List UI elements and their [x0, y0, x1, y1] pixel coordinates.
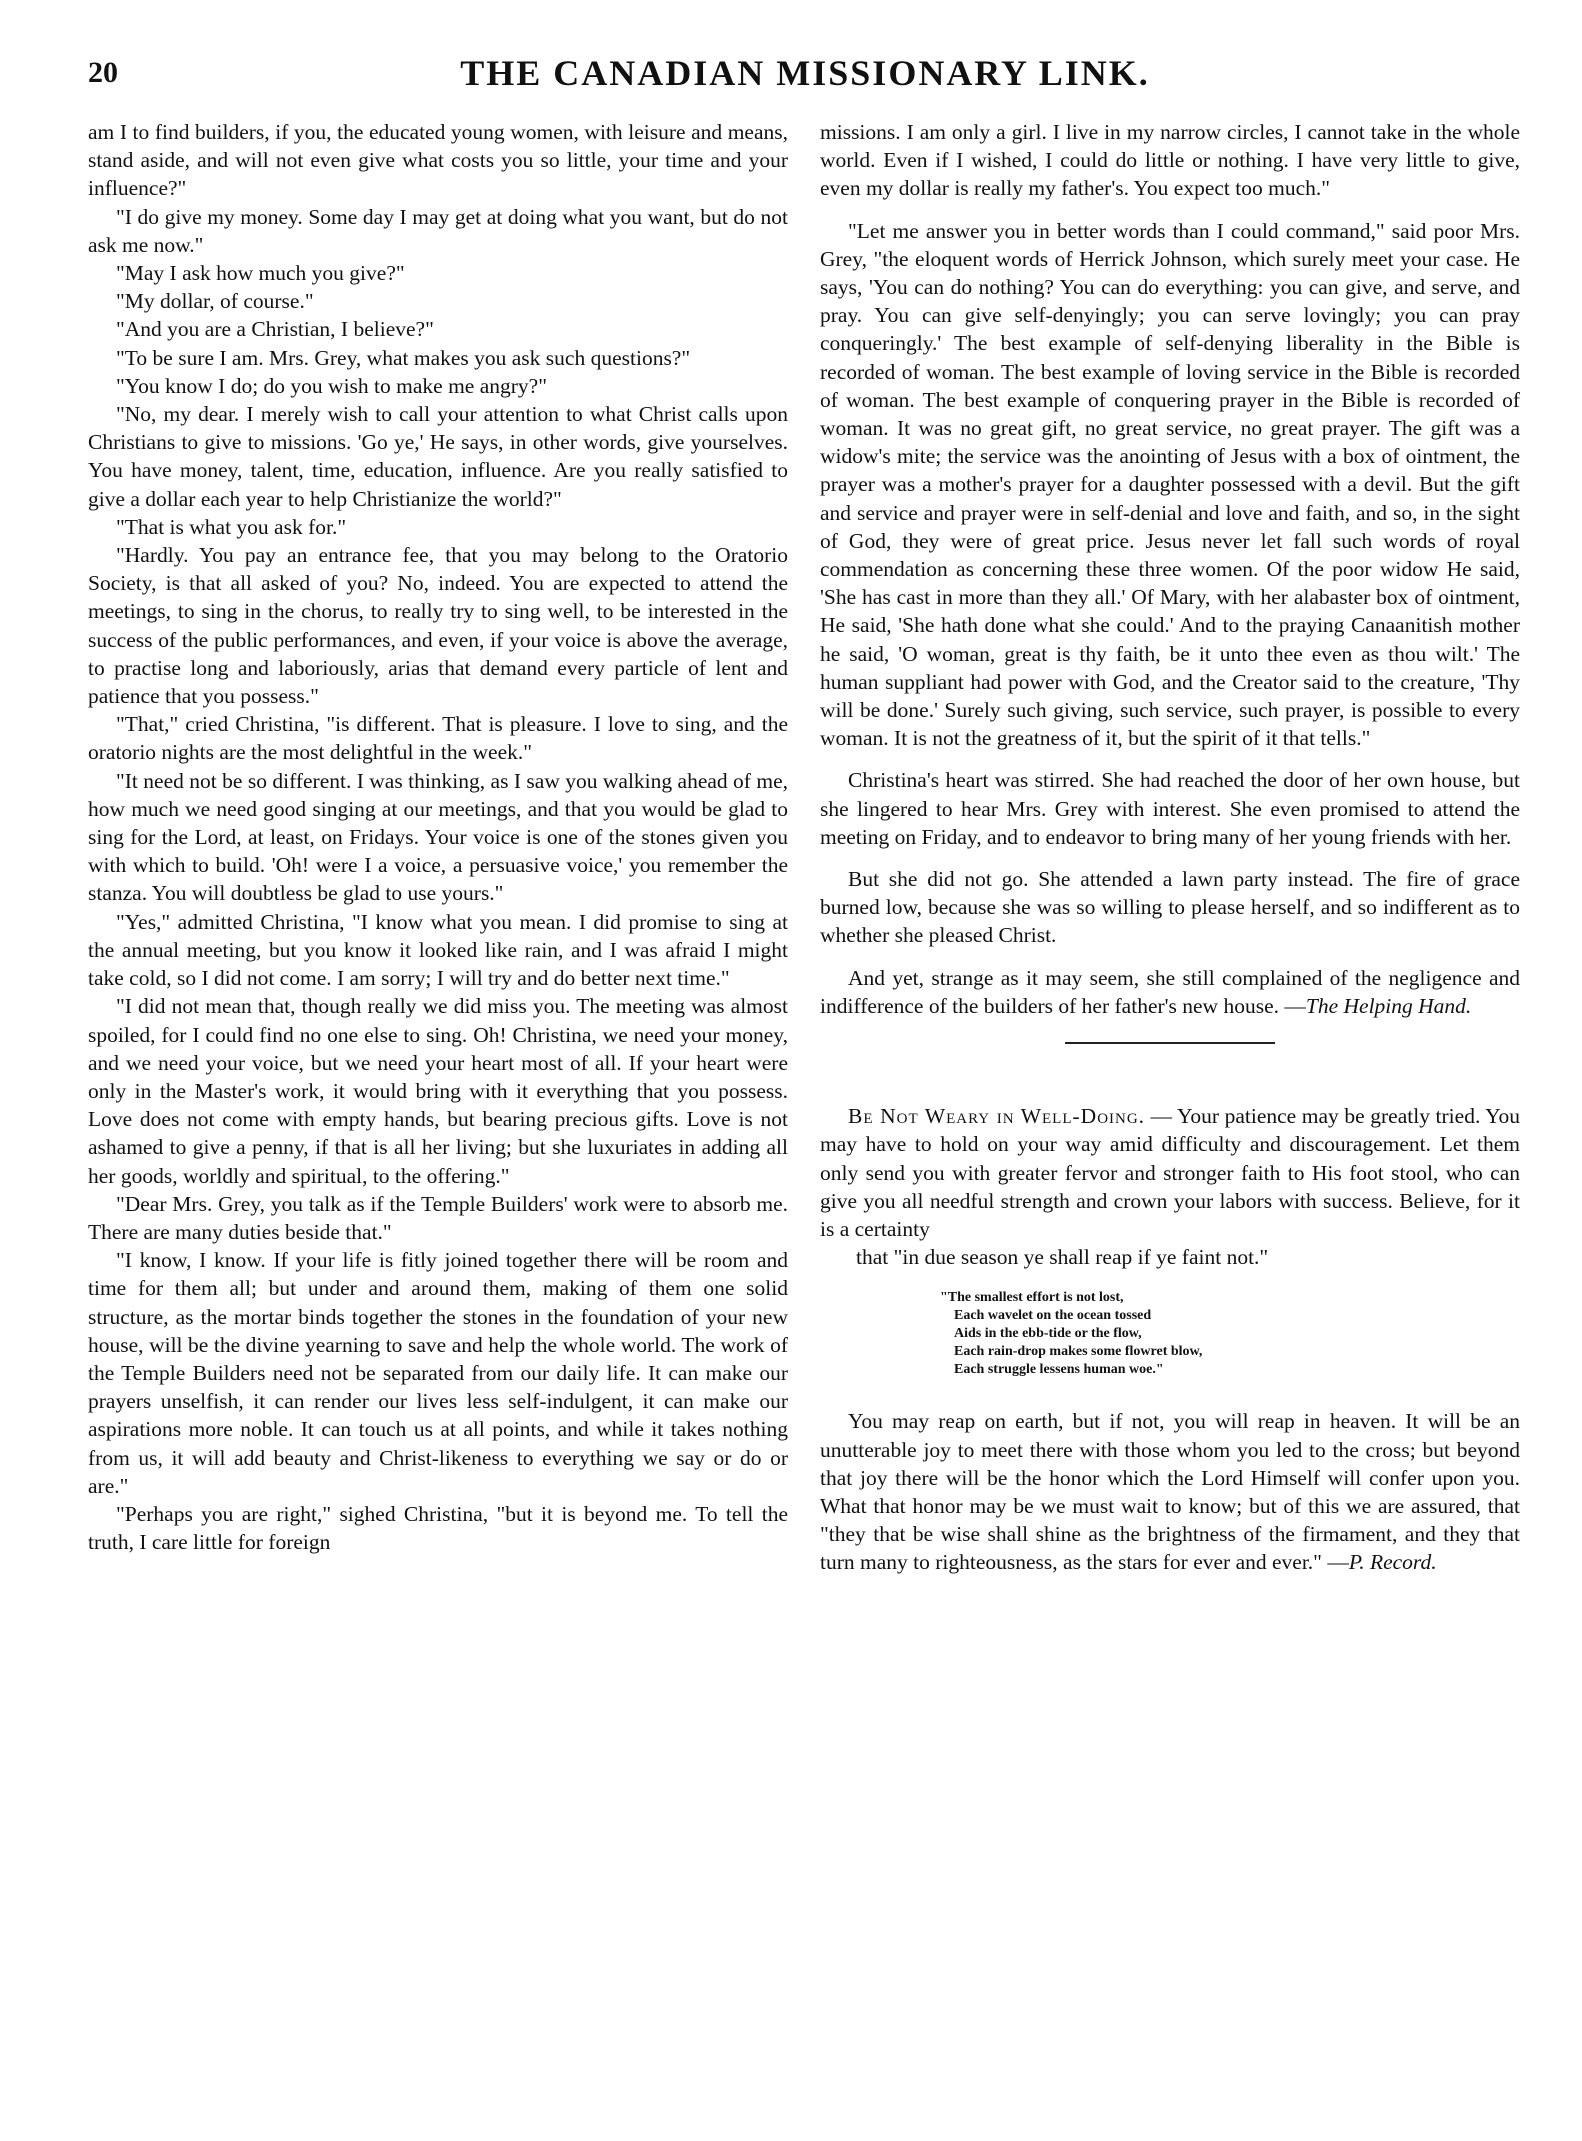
- paragraph: am I to find builders, if you, the educated young women, with leisure and means, stand aside, and will not even give what costs you so little, your time and your influence?": [88, 120, 788, 201]
- poem-line: Aids in the ebb-tide or the flow,: [954, 1326, 1142, 1342]
- paragraph: But she did not go. She attended a lawn party instead. The fire of grace burned low, because she was so willing to please herself, and so indifferent as to whether she pleased Christ.: [820, 867, 1520, 948]
- paragraph: Christina's heart was stirred. She had reached the door of her own house, but she lingered to hear Mrs. Grey with interest. She even promised to attend the meeting on Friday, and to endeavor to bring many of her young friends with her.: [820, 768, 1520, 849]
- closing-paragraph: And yet, strange as it may seem, she still complained of the negligence and indifference of the builders of her father's new house. —The Helping Hand.: [820, 965, 1520, 1018]
- paragraph: "To be sure I am. Mrs. Grey, what makes you ask such questions?": [116, 345, 691, 370]
- article-paragraph: Be Not Weary in Well-Doing. — Your patience may be greatly tried. You may have to hold on your way amid difficulty and discouragement. Let them only send you with greater fervor and stronger faith to His foot stool, who can give you all needful strength and crown your labors with success. Believe, for it is a certainty: [820, 1104, 1520, 1241]
- poem-line: Each rain-drop makes some flowret blow,: [954, 1344, 1203, 1360]
- left-column: [88, 118, 788, 1556]
- paragraph: "I do give my money. Some day I may get at doing what you want, but do not ask me now.": [88, 204, 788, 257]
- right-column: [820, 118, 1520, 1577]
- source-citation: The Helping Hand.: [1305, 993, 1472, 1018]
- article-heading: Be Not Weary in Well-Doing.: [848, 1104, 1146, 1129]
- article-paragraph: You may reap on earth, but if not, you will reap in heaven. It will be an unutterable joy to meet there with those whom you led to the cross; but beyond that joy there will be the honor which the Lord Himself will confer upon you. What that honor may be we must wait to know; but of this we are assured, that "they that be wise shall shine as the brightness of the firmament, and they that turn many to righteousness, as the stars for ever and ever." —P. Record.: [820, 1409, 1520, 1575]
- article-text: Your patience may be greatly tried. You may have to hold on your way amid difficulty and discouragement. Let them only send you with greater fervor and stronger faith to His foot stool, who can give you all needful strength and crown your labors with success. Believe, for it is a certainty: [820, 1104, 1520, 1241]
- paragraph: "My dollar, of course.": [116, 289, 314, 314]
- running-title: THE CANADIAN MISSIONARY LINK.: [460, 53, 1150, 93]
- paragraph: "Dear Mrs. Grey, you talk as if the Temple Builders' work were to absorb me. There are many duties beside that.": [88, 1191, 788, 1244]
- paragraph: "Let me answer you in better words than I could command," said poor Mrs. Grey, "the eloquent words of Herrick Johnson, which surely meet your case. He says, 'You can do nothing? You can do everything: you can give, and serve, and pray. You can give self-denyingly; you can serve lovingly; you can pray conqueringly.' The best example of self-denying liberality in the Bible is recorded of woman. The best example of loving service in the Bible is recorded of woman. The best example of conquering prayer in the Bible is recorded of woman. It was no great gift, no great service, no great prayer. The gift was a widow's mite; the service was the anointing of Jesus with a box of ointment, the prayer was a mother's prayer for a daughter possessed with a devil. But the gift and service and prayer were in self-denial and love and faith, and so, in the sight of God, they were of great price. Jesus never let fall such words of royal commendation as concerning these three women. Of the poor widow He said, 'She has cast in more than they all.' Of Mary, with her alabaster box of ointment, He said, 'She hath done what she could.' And to the praying Canaanitish mother he said, 'O woman, great is thy faith, be it unto thee even as thou wilt.' The human suppliant had power with God, and the Creator said to the creature, 'Thy will be done.' Surely such giving, such service, such prayer, is possible to every woman. It is not the greatness of it, but the spirit of it that tells.": [820, 218, 1520, 751]
- poem-line: "The smallest effort is not lost,: [940, 1290, 1124, 1306]
- poem-line: Each wavelet on the ocean tossed: [954, 1308, 1152, 1324]
- paragraph: "Perhaps you are right," sighed Christina, "but it is beyond me. To tell the truth, I care little for foreign: [88, 1501, 788, 1555]
- paragraph: "You know I do; do you wish to make me angry?": [116, 373, 547, 398]
- paragraph: "That," cried Christina, "is different. That is pleasure. I love to sing, and the oratorio nights are the most delightful in the week.": [88, 712, 788, 765]
- paragraph: missions. I am only a girl. I live in my narrow circles, I cannot take in the whole world. Even if I wished, I could do little or nothing. I have very little to give, even my dollar is really my father's. You expect too much.": [820, 120, 1520, 201]
- page-number: 20: [88, 56, 118, 89]
- paragraph: "I know, I know. If your life is fitly joined together there will be room and time for them all; but under and around them, making of them one solid structure, as the mortar binds together the stones in the foundation of your new house, will be the divine yearning to save and help the whole world. The work of the Temple Builders need not be separated from our daily life. It can make our prayers unselfish, it can render our lives less self-indulgent, it can make our aspirations more noble. It can touch us at all points, and while it takes nothing from us, it will add beauty and Christ-likeness to everything we say or do or are.": [88, 1248, 788, 1498]
- paragraph: "That is what you ask for.": [116, 514, 347, 539]
- paragraph: "No, my dear. I merely wish to call your attention to what Christ calls upon Christians to give to missions. 'Go ye,' He says, in other words, give yourselves. You have money, talent, time, education, influence. Are you really satisfied to give a dollar each year to help Christianize the world?": [88, 402, 788, 511]
- paragraph: "May I ask how much you give?": [116, 261, 405, 286]
- closing-text: And yet, strange as it may seem, she still complained of the negligence and indifference of the builders of her father's new house.: [820, 965, 1520, 1018]
- paragraph: "Yes," admitted Christina, "I know what you mean. I did promise to sing at the annual meeting, but you know it looked like rain, and I was afraid I might take cold, so I did not come. I am sorry; I will try and do better next time.": [88, 909, 788, 991]
- source-citation: P. Record.: [1348, 1550, 1437, 1575]
- poem-quote: [940, 1289, 1520, 1379]
- paragraph: "And you are a Christian, I believe?": [116, 317, 434, 342]
- poem-line: Each struggle lessens human woe.": [954, 1362, 1164, 1378]
- article-paragraph-end: that "in due season ye shall reap if ye faint not.": [856, 1245, 1269, 1270]
- paragraph: "I did not mean that, though really we did miss you. The meeting was almost spoiled, for I could find no one else to sing. Oh! Christina, we need your money, and we need your voice, but we need your heart most of all. If your heart were only in the Master's work, it would bring with it everything that you possess. Love does not come with empty hands, but bearing precious gifts. Love is not ashamed to give a penny, if that is all her living; but she luxuriates in adding all her goods, worldly and spiritual, to the offering.": [88, 994, 788, 1188]
- page-header: [80, 52, 1530, 102]
- section-divider: [1065, 1042, 1275, 1044]
- paragraph: "Hardly. You pay an entrance fee, that you may belong to the Oratorio Society, is that all asked of you? No, indeed. You are expected to attend the meetings, to sing in the chorus, to really try to sing well, to be interested in the success of the public performances, and even, if your voice is above the average, to practise long and laboriously, arias that demand every particle of lent and patience that you possess.": [88, 543, 788, 709]
- article-text: You may reap on earth, but if not, you will reap in heaven. It will be an unutterable joy to meet there with those whom you led to the cross; but beyond that joy there will be the honor which the Lord Himself will confer upon you. What that honor may be we must wait to know; but of this we are assured, that "they that be wise shall shine as the brightness of the firmament, and they that turn many to righteousness, as the stars for ever and ever.": [820, 1409, 1520, 1575]
- paragraph: "It need not be so different. I was thinking, as I saw you walking ahead of me, how much we need good singing at our meetings, and that you would be glad to sing for the Lord, at least, on Fridays. Your voice is one of the stones given you with which to build. 'Oh! were I a voice, a persuasive voice,' you remember the stanza. You will doubtless be glad to use yours.": [88, 768, 788, 906]
